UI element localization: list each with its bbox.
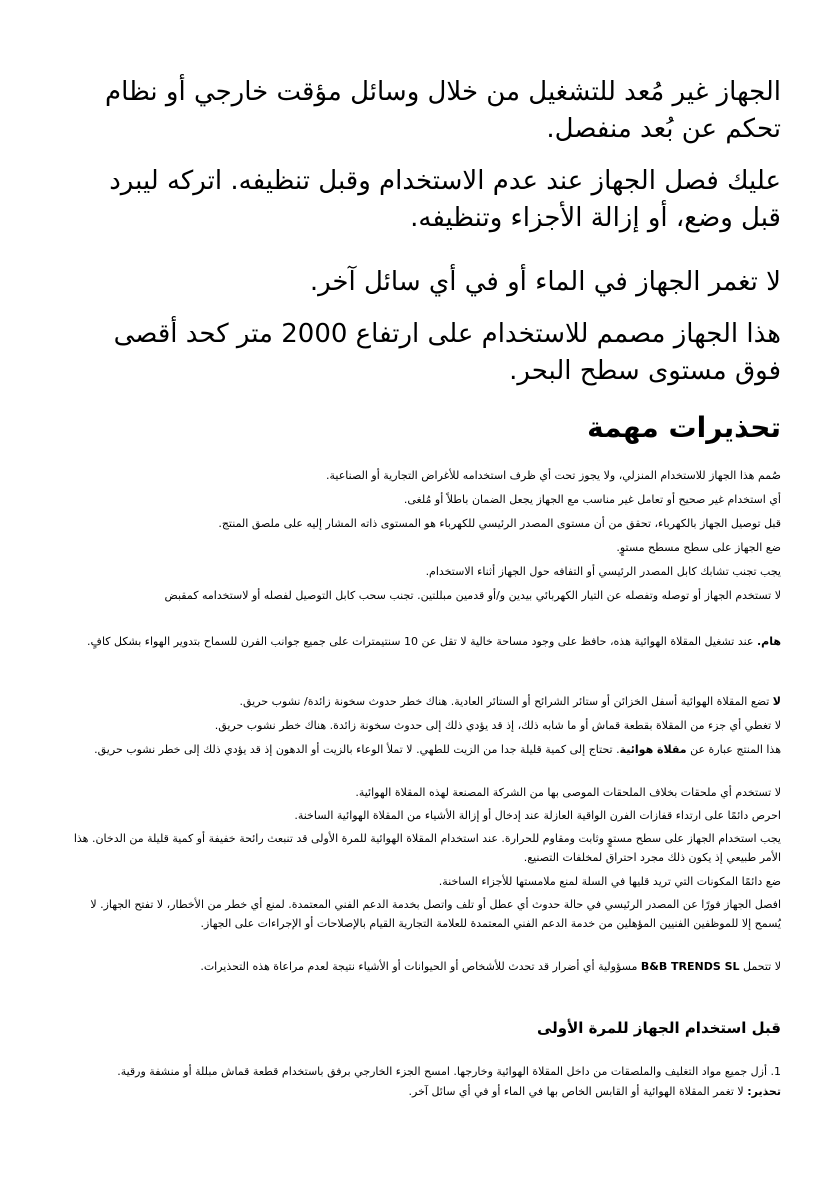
warning-line: يجب تجنب تشابك كابل المصدر الرئيسي أو التفافه حول الجهاز أثناء الاستخدام. <box>425 565 781 578</box>
important-text: عند تشغيل المقلاة الهوائية هذه، حافظ على وجود مساحة خالية لا تقل عن 10 سنتيمترات على جميع جوانب الفرن للسماح بتدوير الهواء بشكل كافٍ. <box>87 635 754 648</box>
first-use-warning <box>61 1082 781 1101</box>
warning-label: تحذير: <box>747 1085 781 1098</box>
warning-line: قبل توصيل الجهاز بالكهرباء، تحقق من أن مستوى المصدر الرئيسي للكهرباء هو المستوى ذاته المشار إليه على ملصق المنتج. <box>218 517 781 530</box>
brand-name: B&B TRENDS SL <box>640 960 740 973</box>
warning-line: لا تستخدم الجهاز أو توصله وتفصله عن التيار الكهربائي بيدين و/أو قدمين مبللتين. تجنب سحب كابل التوصيل لفصله أو لاستخدامه كمقبض <box>164 589 781 602</box>
liability-text: مسؤولية أي أضرار قد تحدث للأشخاص أو الحيوانات أو الأشياء نتيجة لعدم مراعاة هذه التحذيرات. <box>200 960 638 973</box>
warnings-heading: تحذيرات مهمة <box>587 411 781 444</box>
large-paragraph-4: هذا الجهاز مصمم للاستخدام على ارتفاع 2000 متر كحد أقصى فوق مستوى سطح البحر. <box>113 319 781 386</box>
warning-bold: لا <box>772 695 781 708</box>
warning-line: افصل الجهاز فورًا عن المصدر الرئيسي في حالة حدوث أي عطل أو تلف واتصل بخدمة الدعم الفني المعتمدة. لمنع أي خطر من الأخطار، لا تفتح الجهاز. لا يُسمح إلا للموظفين الفنيين المؤهلين من خدمة الدعم الفني المعتمدة للعلامة التجارية القيام بالإصلاحات أو الإجراءات على الجهاز. <box>90 898 781 930</box>
warning-line: يجب استخدام الجهاز على سطح مستوٍ وثابت ومقاوم للحرارة. عند استخدام المقلاة الهوائية للمرة الأولى قد تنبعث رائحة خفيفة أو كمية قليلة من الدخان. هذا الأمر طبيعي إذ يكون ذلك مجرد احتراق لمخلفات التصنيع. <box>73 832 781 864</box>
warning-line: صُمم هذا الجهاز للاستخدام المنزلي، ولا يجوز تحت أي ظرف استخدامه للأغراض التجارية أو الصناعية. <box>326 469 781 482</box>
warning-line: أي استخدام غير صحيح أو تعامل غير مناسب مع الجهاز يجعل الضمان باطلاً أو مُلغى. <box>403 493 781 506</box>
important-note <box>61 632 781 651</box>
warning-line: ضع دائمًا المكونات التي تريد قليها في السلة لمنع ملامستها للأجزاء الساخنة. <box>438 875 781 888</box>
warning-text: . تحتاج إلى كمية قليلة جدا من الزيت للطهي. لا تملأ الوعاء بالزيت أو الدهون إذ قد يؤدي ذلك إلى خطر نشوب حريق. <box>94 743 620 756</box>
warning-text: لا تغمر المقلاة الهوائية أو القابس الخاص بها في الماء أو في أي سائل آخر. <box>408 1085 744 1098</box>
liability-text: لا تتحمل <box>743 960 781 973</box>
important-label: هام. <box>757 635 781 648</box>
large-paragraph-3: لا تغمر الجهاز في الماء أو في أي سائل آخر. <box>309 267 781 297</box>
warning-bold: مقلاة هوائية <box>619 743 687 756</box>
warning-line: لا تستخدم أي ملحقات بخلاف الملحقات الموصى بها من الشركة المصنعة لهذه المقلاة الهوائية. <box>355 786 781 799</box>
warning-text: هذا المنتج عبارة عن <box>690 743 781 756</box>
large-paragraph-1: الجهاز غير مُعد للتشغيل من خلال وسائل مؤقت خارجي أو نظام تحكم عن بُعد منفصل. <box>105 77 781 144</box>
first-use-heading: قبل استخدام الجهاز للمرة الأولى <box>536 1019 781 1037</box>
warning-line <box>61 692 781 711</box>
warning-line <box>61 740 781 759</box>
first-use-step: 1. أزل جميع مواد التغليف والملصقات من داخل المقلاة الهوائية وخارجها. امسح الجزء الخارجي برفق باستخدام قطعة قماش مبللة أو منشفة ورقية. <box>117 1065 781 1078</box>
large-paragraph-2: عليك فصل الجهاز عند عدم الاستخدام وقبل تنظيفه. اتركه ليبرد قبل وضع، أو إزالة الأجزاء وتنظيفه. <box>109 166 781 233</box>
liability-note <box>61 957 781 976</box>
warning-line: ضع الجهاز على سطح مسطح مستوٍ. <box>616 541 781 554</box>
warning-line: احرص دائمًا على ارتداء قفازات الفرن الواقية العازلة عند إدخال أو إزالة الأشياء من المقلاة الهوائية الساخنة. <box>294 809 781 822</box>
warning-line: لا تغطي أي جزء من المقلاة بقطعة قماش أو ما شابه ذلك، إذ قد يؤدي ذلك إلى حدوث سخونة زائدة. هناك خطر نشوب حريق. <box>214 719 781 732</box>
warning-text: تضع المقلاة الهوائية أسفل الخزائن أو ستائر الشرائح أو الستائر العادية. هناك خطر حدوث سخونة زائدة/ نشوب حريق. <box>239 695 770 708</box>
